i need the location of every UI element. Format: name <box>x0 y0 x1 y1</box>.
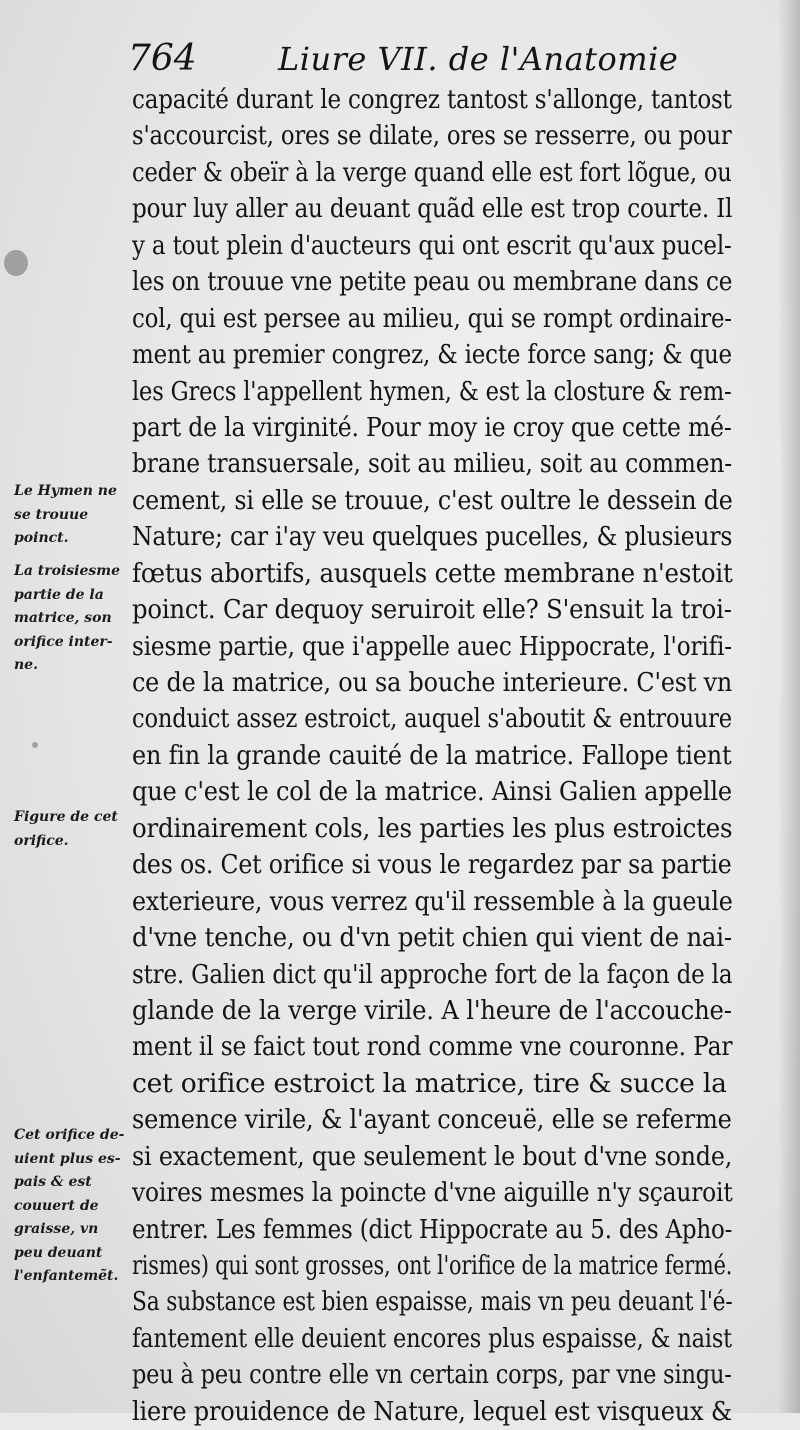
text-line: d'vne tenche, ou d'vn petit chien qui vient de nai- <box>132 922 732 954</box>
text-line: Sa substance est bien espaisse, mais vn peu deuant l'é- <box>132 1286 733 1318</box>
text-line: col, qui est persee au milieu, qui se rompt ordinaire- <box>132 302 732 334</box>
ink-spot <box>32 742 38 748</box>
text-line: pour luy aller au deuant quãd elle est trop courte. Il <box>132 193 733 225</box>
text-line: que c'est le col de la matrice. Ainsi Galien appelle <box>132 776 732 808</box>
text-line: stre. Galien dict qu'il approche fort de la façon de la <box>132 958 733 990</box>
text-line: entrer. Les femmes (dict Hippocrate au 5. des Apho- <box>132 1213 733 1245</box>
text-line: liere prouidence de Nature, lequel est visqueux & <box>132 1395 733 1427</box>
text-line: peu à peu contre elle vn certain corps, par vne singu- <box>132 1359 732 1391</box>
text-line: s'accourcist, ores se dilate, ores se resserre, ou pour <box>132 120 732 152</box>
text-line: fœtus abortifs, ausquels cette membrane n'estoit <box>132 557 733 589</box>
page-number: 764 <box>128 38 197 79</box>
text-line: exterieure, vous verrez qu'il ressemble à la gueule <box>132 885 733 917</box>
text-line: cement, si elle se trouue, c'est oultre le dessein de <box>132 484 733 516</box>
margin-note: La troisiesme partie de la matrice, son orifice inter- ne. <box>14 563 120 673</box>
body-text <box>132 82 732 1430</box>
margin-note: Cet orifice de- uient plus es- pais & est couuert de graisse, vn peu deuant l'enfantemẽt. <box>14 1127 125 1284</box>
text-line: y a tout plein d'aucteurs qui ont escrit qu'aux pucel- <box>132 229 732 261</box>
text-line: capacité durant le congrez tantost s'allonge, tantost <box>132 84 732 115</box>
text-line: rismes) qui sont grosses, ont l'orifice de la matrice fermé. <box>132 1250 733 1281</box>
margin-note: Le Hymen ne se trouue poinct. <box>14 483 117 546</box>
text-line: semence virile, & l'ayant conceuë, elle se referme <box>132 1104 732 1136</box>
text-line: les on trouue vne petite peau ou membrane dans ce <box>132 266 733 298</box>
text-line: brane transuersale, soit au milieu, soit au commen- <box>132 448 732 480</box>
text-line: siesme partie, que i'appelle auec Hippocrate, l'orifi- <box>132 630 732 662</box>
text-line: conduict assez estroict, auquel s'aboutit & entrouure <box>132 703 732 735</box>
running-header <box>128 38 760 86</box>
text-line: ment au premier congrez, & iecte force sang; & que <box>132 339 732 371</box>
text-line: part de la virginité. Pour moy ie croy que cette mé- <box>132 411 732 443</box>
margin-note: Figure de cet orifice. <box>14 809 118 849</box>
text-line: voires mesmes la poincte d'vne aiguille n'y sçauroit <box>132 1177 733 1209</box>
text-line: des os. Cet orifice si vous le regardez par sa partie <box>132 849 732 881</box>
text-line: poinct. Car dequoy seruiroit elle? S'ensuit la troi- <box>132 594 732 626</box>
text-line: si exactement, que seulement le bout d'vne sonde, <box>132 1140 733 1172</box>
page-edge-shadow <box>778 0 800 1413</box>
text-line: ceder & obeïr à la verge quand elle est fort lõgue, ou <box>132 156 732 188</box>
running-title: Liure VII. de l'Anatomie <box>278 40 679 78</box>
text-line: fantement elle deuient encores plus espaisse, & naist <box>132 1322 733 1354</box>
text-line: ce de la matrice, ou sa bouche interieure. C'est vn <box>132 667 733 698</box>
text-line: glande de la verge virile. A l'heure de l'accouche- <box>132 994 732 1026</box>
text-line: ordinairement cols, les parties les plus estroictes <box>132 812 733 844</box>
ink-spot <box>4 250 28 276</box>
text-line: cet orifice estroict la matrice, tire & succe la <box>132 1067 727 1099</box>
text-line: en fin la grande cauité de la matrice. Fallope tient <box>132 739 732 771</box>
text-line: ment il se faict tout rond comme vne couronne. Par <box>132 1031 733 1063</box>
text-line: les Grecs l'appellent hymen, & est la closture & rem- <box>132 375 732 407</box>
text-line: Nature; car i'ay veu quelques pucelles, & plusieurs <box>132 521 733 553</box>
